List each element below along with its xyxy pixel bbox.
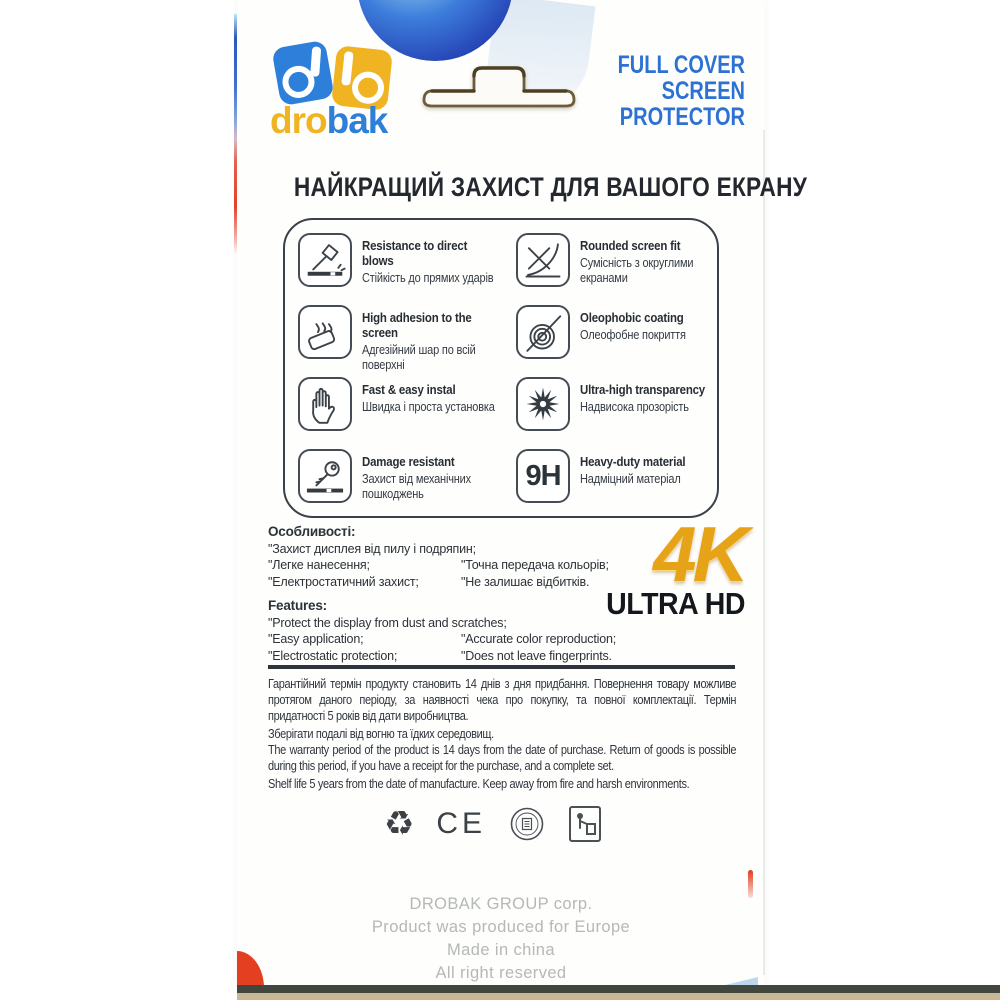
feature-cell-resistance [298,233,516,305]
4k-label: 4K [653,510,745,598]
features-en-line: "Protect the display from dust and scratches; [268,615,507,630]
feature-subtitle: Швидка і проста установка [362,400,495,414]
feature-cell-rounded-fit [516,233,734,305]
feature-cell-damage-resistant [298,449,516,521]
features-ua-item: "Електростатичний захист; [268,574,419,589]
cert-stamp-icon [508,805,546,843]
feature-title: Fast & easy instal [362,382,456,397]
feature-title: Ultra-high transparency [580,382,706,397]
features-en-item: "Electrostatic protection; [268,648,398,663]
feature-cell-adhesion [298,305,516,377]
feature-cell-easy-install [298,377,516,449]
footer-line-company: DROBAK GROUP corp. [409,895,593,913]
feature-cell-transparency [516,377,734,449]
features-en-item: "Does not leave fingerprints. [461,648,612,663]
feature-title: High adhesion to the screen [362,310,472,340]
features-en-title: Features: [268,598,327,613]
warranty-text-en [268,742,736,792]
logo-stem-icon [341,51,354,86]
right-red-mark [748,870,753,898]
features-en-item: "Accurate color reproduction; [461,632,616,646]
features-ua-title: Особливості: [268,524,356,539]
product-type-tagline: FULL COVER SCREEN PROTECTOR [617,51,745,131]
hanger-hole-cutout [418,60,580,110]
feature-subtitle: Адгезійний шар по всій поверхні [362,343,476,372]
features-en-item: "Easy application; [268,632,364,646]
feature-subtitle: Надвисока прозорість [580,400,689,414]
bottom-edge-shadow [237,985,1000,993]
adhesion-film-icon [298,305,352,359]
feature-subtitle: Захист від механічних пошкоджень [362,472,471,501]
right-edge-shadow [763,130,765,975]
ultra-hd-label: ULTRA HD [606,586,745,621]
footer-line-market: Product was produced for Europe [371,918,631,936]
key-icon [298,449,352,503]
brand-wordmark: drobak [270,100,388,141]
feature-cell-oleophobic [516,305,734,377]
features-ua-item: "Не залишає відбитків. [461,574,590,589]
feature-title: Oleophobic coating [580,310,684,325]
feature-subtitle: Сумісність з округлими екранами [580,256,694,285]
warranty-ua-paragraph: Гарантійний термін продукту становить 14 днів з дня придбання. Повернення товару можливе протягом даного періоду, за наявності чека про покупку, та повної комплектації. Термін придатності 5 років від дати виробництва. [268,677,737,723]
rounded-screen-icon [516,233,570,287]
open-hand-icon [298,377,352,431]
logo-tile-blue-icon [271,40,334,106]
feature-title: Rounded screen fit [580,238,681,253]
hardness-9h-label: 9H [525,459,561,492]
main-heading: НАЙКРАЩИЙ ЗАХИСТ ДЛЯ ВАШОГО ЕКРАНУ [293,172,808,202]
section-divider [268,665,735,669]
warranty-en-storage-note: Shelf life 5 years from the date of manufacture. Keep away from fire and harsh environments. [268,777,690,791]
recycle-icon: ♻ [383,804,415,844]
manufacturer-footer [237,893,765,985]
feature-subtitle: Надміцний матеріал [580,472,681,486]
features-list-en [268,598,616,664]
feature-subtitle: Олеофобне покриття [580,328,686,342]
logo-stem-icon [310,46,321,77]
brand-logo [270,38,430,143]
hammer-icon [298,233,352,287]
warranty-ua-storage-note: Зберігати подалі від вогню та їдких середовищ. [268,727,494,741]
feature-title: Damage resistant [362,454,455,469]
certification-icons-row [229,802,757,846]
bottom-surface [237,993,1000,1000]
ce-mark: CE [436,807,487,840]
feature-title: Resistance to direct blows [362,238,468,268]
tidyman-icon [568,805,602,843]
fingerprint-slash-icon [516,305,570,359]
footer-line-origin: Made in china [447,941,555,959]
left-edge-accent [234,14,237,254]
warranty-text-ua [268,676,736,742]
footer-line-rights: All right reserved [435,964,567,982]
9h-badge [516,449,570,503]
feature-panel [283,218,719,518]
warranty-en-paragraph: The warranty period of the product is 14 days from the date of purchase. Return of goods is possible during this period, if you have a receipt for the purchase, and a complete set. [268,743,737,773]
feature-subtitle: Стійкість до прямих ударів [362,271,494,285]
features-ua-item: "Точна передача кольорів; [461,558,609,572]
features-ua-item: "Легке нанесення; [268,558,370,572]
features-ua-line: "Захист дисплея від пилу і подряпин; [268,541,476,556]
feature-title: Heavy-duty material [580,454,686,469]
sunburst-icon [516,377,570,431]
